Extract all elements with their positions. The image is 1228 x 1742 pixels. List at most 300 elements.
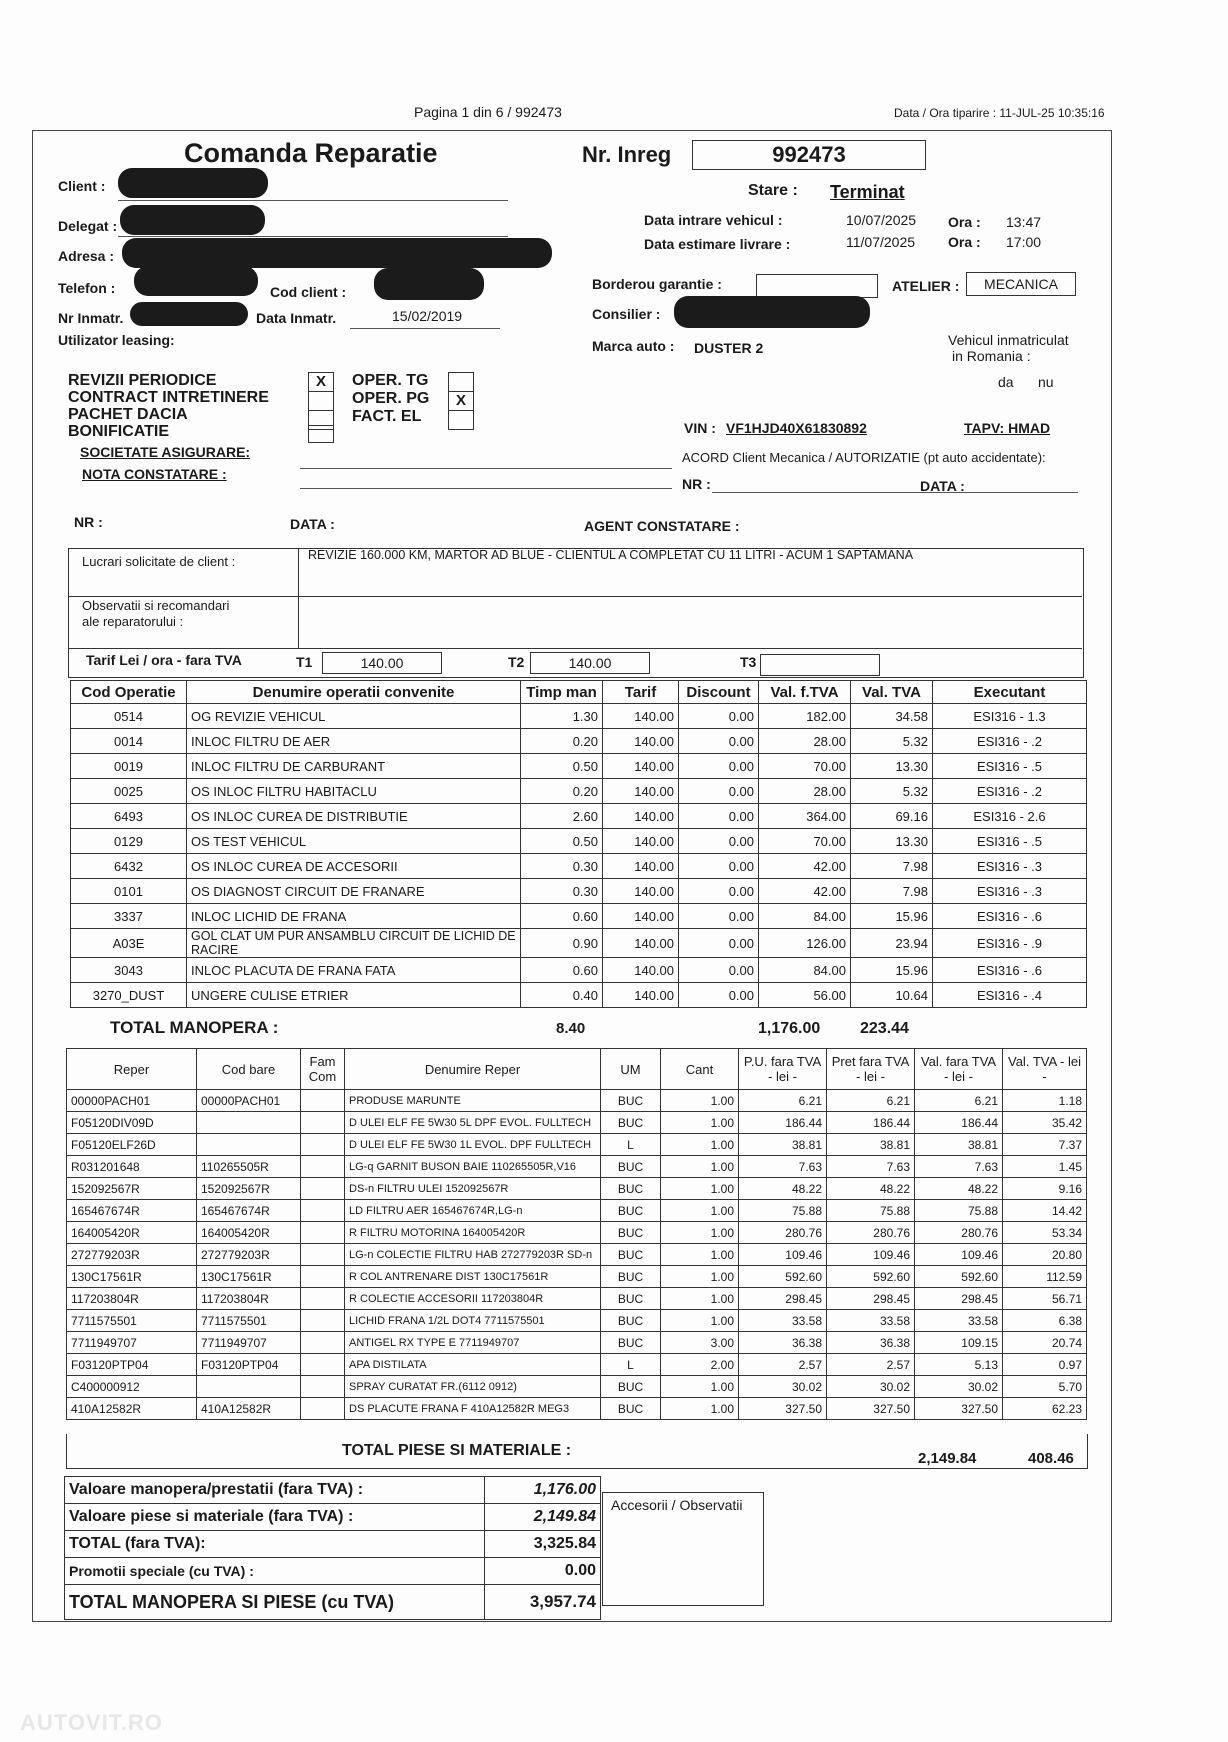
parts-header: UM <box>601 1049 661 1090</box>
atelier-value: MECANICA <box>984 276 1058 292</box>
summary-table <box>64 1476 601 1620</box>
ops-cell: OS DIAGNOST CIRCUIT DE FRANARE <box>187 879 521 904</box>
parts-cell: 30.02 <box>739 1376 827 1398</box>
consilier-label: Consilier : <box>592 306 661 322</box>
parts-cell: BUC <box>601 1178 661 1200</box>
parts-row <box>67 1112 1087 1134</box>
parts-cell: 298.45 <box>827 1288 915 1310</box>
societate-line <box>300 468 672 469</box>
ops-cell: 13.30 <box>851 754 933 779</box>
watermark: AUTOVIT.RO <box>20 1710 163 1735</box>
ops-cell: 0129 <box>71 829 187 854</box>
parts-cell: 53.34 <box>1003 1222 1087 1244</box>
parts-cell: 280.76 <box>739 1222 827 1244</box>
parts-cell: BUC <box>601 1090 661 1112</box>
parts-cell: 298.45 <box>739 1288 827 1310</box>
redacted-client <box>118 168 268 198</box>
bonificatie-checkbox[interactable] <box>308 425 334 443</box>
ops-header: Cod Operatie <box>71 681 187 704</box>
ops-cell: OS INLOC CUREA DE DISTRIBUTIE <box>187 804 521 829</box>
parts-header: Pret fara TVA - lei - <box>827 1049 915 1090</box>
parts-row <box>67 1266 1087 1288</box>
summary-row <box>65 1585 601 1620</box>
parts-cell: 1.00 <box>661 1266 739 1288</box>
ops-cell: 0.60 <box>521 904 603 929</box>
vehicul-inmatriculat-label: Vehicul inmatriculat <box>948 332 1069 348</box>
parts-cell: 38.81 <box>739 1134 827 1156</box>
ops-cell: 13.30 <box>851 829 933 854</box>
summary-label: Promotii speciale (cu TVA) : <box>65 1558 485 1585</box>
ops-row <box>71 854 1087 879</box>
parts-cell: 280.76 <box>915 1222 1003 1244</box>
parts-cell: 165467674R <box>67 1200 197 1222</box>
parts-cell: 592.60 <box>739 1266 827 1288</box>
ora-intrare-label: Ora : <box>948 214 981 230</box>
redacted-delegat <box>120 205 265 235</box>
ops-cell: 0.00 <box>679 854 759 879</box>
parts-cell: 109.46 <box>915 1244 1003 1266</box>
parts-cell: 1.00 <box>661 1134 739 1156</box>
revizii-checkbox[interactable]: X <box>308 372 334 392</box>
parts-cell: 36.38 <box>827 1332 915 1354</box>
acord-label: ACORD Client Mecanica / AUTORIZATIE (pt auto accidentate): <box>682 450 1046 465</box>
ops-cell: 140.00 <box>603 779 679 804</box>
summary-label: Valoare manopera/prestatii (fara TVA) : <box>65 1477 485 1504</box>
parts-cell: R FILTRU MOTORINA 164005420R <box>345 1222 601 1244</box>
ops-cell: 15.96 <box>851 904 933 929</box>
t1-box <box>322 652 442 674</box>
parts-cell: LD FILTRU AER 165467674R,LG-n <box>345 1200 601 1222</box>
contract-label: CONTRACT INTRETINERE <box>68 389 269 406</box>
ops-cell: ESI316 - .2 <box>933 729 1087 754</box>
acord-line <box>712 492 1078 493</box>
ops-cell: ESI316 - .4 <box>933 983 1087 1008</box>
nr-label: NR : <box>74 514 103 530</box>
parts-cell: 14.42 <box>1003 1200 1087 1222</box>
ops-cell: 42.00 <box>759 879 851 904</box>
data-estimare-value: 11/07/2025 <box>846 234 916 250</box>
parts-cell: 130C17561R <box>197 1266 301 1288</box>
ops-cell: 28.00 <box>759 729 851 754</box>
parts-cell: 6.21 <box>827 1090 915 1112</box>
ops-header: Val. TVA <box>851 681 933 704</box>
parts-cell: 1.00 <box>661 1398 739 1420</box>
vin-value: VF1HJD40X61830892 <box>726 420 867 436</box>
ops-cell: 2.60 <box>521 804 603 829</box>
parts-cell: 280.76 <box>827 1222 915 1244</box>
nr-inreg-value: 992473 <box>772 142 846 167</box>
ops-cell: 364.00 <box>759 804 851 829</box>
parts-cell: 00000PACH01 <box>67 1090 197 1112</box>
ops-cell: 70.00 <box>759 829 851 854</box>
parts-cell: BUC <box>601 1398 661 1420</box>
parts-cell: 7711575501 <box>197 1310 301 1332</box>
parts-cell: 1.00 <box>661 1200 739 1222</box>
da-option: da <box>998 374 1014 390</box>
parts-cell <box>301 1332 345 1354</box>
ops-cell: 0.00 <box>679 958 759 983</box>
parts-cell: 112.59 <box>1003 1266 1087 1288</box>
parts-header: P.U. fara TVA - lei - <box>739 1049 827 1090</box>
summary-label: TOTAL (fara TVA): <box>65 1531 485 1558</box>
parts-table <box>66 1048 1087 1420</box>
parts-row <box>67 1222 1087 1244</box>
ops-cell: ESI316 - .2 <box>933 779 1087 804</box>
parts-cell: BUC <box>601 1222 661 1244</box>
cod-client-label: Cod client : <box>270 284 347 300</box>
parts-cell <box>301 1354 345 1376</box>
ops-cell: 3270_DUST <box>71 983 187 1008</box>
ops-cell: ESI316 - .9 <box>933 929 1087 958</box>
ops-cell: 140.00 <box>603 804 679 829</box>
parts-cell: 410A12582R <box>197 1398 301 1420</box>
parts-cell: BUC <box>601 1112 661 1134</box>
ops-cell: 56.00 <box>759 983 851 1008</box>
parts-cell: F05120ELF26D <box>67 1134 197 1156</box>
ops-cell: ESI316 - .5 <box>933 754 1087 779</box>
ops-header: Denumire operatii convenite <box>187 681 521 704</box>
parts-cell <box>301 1266 345 1288</box>
ops-cell: 0019 <box>71 754 187 779</box>
parts-cell: 1.00 <box>661 1310 739 1332</box>
lucrari-text: REVIZIE 160.000 KM, MARTOR AD BLUE - CLIENTUL A COMPLETAT CU 11 LITRI - ACUM 1 SAPTAMANA <box>308 548 914 562</box>
parts-cell: 186.44 <box>915 1112 1003 1134</box>
ops-cell: 0.00 <box>679 754 759 779</box>
ops-cell: 0.20 <box>521 729 603 754</box>
parts-cell: 3.00 <box>661 1332 739 1354</box>
fact-el-checkbox[interactable] <box>448 410 474 430</box>
parts-cell <box>197 1112 301 1134</box>
ops-row <box>71 958 1087 983</box>
parts-cell: L <box>601 1354 661 1376</box>
ops-cell: 126.00 <box>759 929 851 958</box>
parts-row <box>67 1156 1087 1178</box>
agent-label: AGENT CONSTATARE : <box>584 518 740 534</box>
parts-row <box>67 1090 1087 1112</box>
adresa-label: Adresa : <box>58 248 115 264</box>
parts-cell: SPRAY CURATAT FR.(6112 0912) <box>345 1376 601 1398</box>
data-inmatr-value: 15/02/2019 <box>392 308 463 324</box>
marca-auto-value: DUSTER 2 <box>694 340 764 356</box>
summary-row <box>65 1504 601 1531</box>
ops-cell: 84.00 <box>759 958 851 983</box>
total-manopera-label: TOTAL MANOPERA : <box>110 1018 279 1037</box>
parts-cell: 1.00 <box>661 1156 739 1178</box>
redacted-telefon <box>134 266 258 296</box>
ops-row <box>71 779 1087 804</box>
ops-row <box>71 879 1087 904</box>
nota-line <box>300 488 672 489</box>
parts-cell: LICHID FRANA 1/2L DOT4 7711575501 <box>345 1310 601 1332</box>
ops-row <box>71 704 1087 729</box>
nr-inreg-label: Nr. Inreg <box>582 142 672 167</box>
ops-cell: 140.00 <box>603 754 679 779</box>
parts-cell: 56.71 <box>1003 1288 1087 1310</box>
parts-row <box>67 1200 1087 1222</box>
tarif-label: Tarif Lei / ora - fara TVA <box>86 652 242 668</box>
parts-cell <box>197 1376 301 1398</box>
parts-header: Cant <box>661 1049 739 1090</box>
parts-cell: ANTIGEL RX TYPE E 7711949707 <box>345 1332 601 1354</box>
ops-cell: 0.00 <box>679 929 759 958</box>
acord-nr-label: NR : <box>682 476 711 492</box>
parts-cell: 1.00 <box>661 1090 739 1112</box>
parts-cell: DS PLACUTE FRANA F 410A12582R MEG3 <box>345 1398 601 1420</box>
parts-cell: BUC <box>601 1200 661 1222</box>
parts-row <box>67 1376 1087 1398</box>
ops-cell: 0.50 <box>521 829 603 854</box>
telefon-label: Telefon : <box>58 280 116 296</box>
parts-cell: 592.60 <box>827 1266 915 1288</box>
total-manopera-timp: 8.40 <box>556 1020 586 1037</box>
parts-cell: BUC <box>601 1376 661 1398</box>
vin-label: VIN : <box>684 420 716 436</box>
parts-cell: 592.60 <box>915 1266 1003 1288</box>
ops-cell: 140.00 <box>603 729 679 754</box>
document-title: Comanda Reparatie <box>184 138 438 168</box>
ops-cell: 5.32 <box>851 779 933 804</box>
ora-intrare-value: 13:47 <box>1006 214 1042 230</box>
ops-cell: 5.32 <box>851 729 933 754</box>
redacted-nr-inmatr <box>130 302 248 326</box>
redacted-consilier <box>674 296 870 328</box>
ops-cell: 0.00 <box>679 779 759 804</box>
stare-value: Terminat <box>830 182 905 202</box>
t2-value: 140.00 <box>568 655 612 671</box>
parts-cell: C400000912 <box>67 1376 197 1398</box>
parts-cell: 38.81 <box>915 1134 1003 1156</box>
parts-cell: 30.02 <box>827 1376 915 1398</box>
nr-inreg-box <box>692 140 926 170</box>
parts-cell: 152092567R <box>67 1178 197 1200</box>
parts-cell: DS-n FILTRU ULEI 152092567R <box>345 1178 601 1200</box>
parts-header: Val. fara TVA - lei - <box>915 1049 1003 1090</box>
parts-cell: 117203804R <box>67 1288 197 1310</box>
bonificatie-label: BONIFICATIE <box>68 423 170 440</box>
parts-cell: 298.45 <box>915 1288 1003 1310</box>
oper-tg-label: OPER. TG <box>352 372 429 389</box>
parts-header: Reper <box>67 1049 197 1090</box>
ops-cell: 10.64 <box>851 983 933 1008</box>
ops-header: Executant <box>933 681 1087 704</box>
oper-tg-checkbox[interactable] <box>448 372 474 392</box>
parts-row <box>67 1398 1087 1420</box>
parts-cell: BUC <box>601 1244 661 1266</box>
fact-el-label: FACT. EL <box>352 408 422 425</box>
ops-cell: 140.00 <box>603 929 679 958</box>
observatii-label-2: ale reparatorului : <box>82 614 184 629</box>
parts-row <box>67 1178 1087 1200</box>
parts-cell <box>301 1156 345 1178</box>
parts-cell: 7.63 <box>739 1156 827 1178</box>
borderou-label: Borderou garantie : <box>592 276 722 292</box>
parts-cell: 272779203R <box>197 1244 301 1266</box>
nu-option: nu <box>1038 374 1054 390</box>
parts-cell: D ULEI ELF FE 5W30 5L DPF EVOL. FULLTECH <box>345 1112 601 1134</box>
parts-cell: 117203804R <box>197 1288 301 1310</box>
parts-cell <box>301 1200 345 1222</box>
ops-cell: 140.00 <box>603 704 679 729</box>
parts-cell: F03120PTP04 <box>197 1354 301 1376</box>
total-manopera-val: 1,176.00 <box>758 1020 821 1037</box>
in-romania-label: in Romania : <box>952 348 1031 364</box>
parts-header: Val. TVA - lei - <box>1003 1049 1087 1090</box>
parts-cell: PRODUSE MARUNTE <box>345 1090 601 1112</box>
ops-header: Timp man <box>521 681 603 704</box>
parts-cell: 48.22 <box>915 1178 1003 1200</box>
oper-pg-checkbox[interactable]: X <box>448 391 474 411</box>
parts-cell: 5.70 <box>1003 1376 1087 1398</box>
marca-auto-label: Marca auto : <box>592 338 675 354</box>
redacted-cod-client <box>374 268 484 300</box>
parts-cell: L <box>601 1134 661 1156</box>
tapv-value: TAPV: HMAD <box>964 420 1051 436</box>
ops-cell: UNGERE CULISE ETRIER <box>187 983 521 1008</box>
parts-cell: 1.00 <box>661 1112 739 1134</box>
summary-row <box>65 1531 601 1558</box>
parts-cell: 20.74 <box>1003 1332 1087 1354</box>
accesorii-box <box>602 1492 764 1606</box>
delegat-label: Delegat : <box>58 218 118 234</box>
t3-box <box>760 654 880 676</box>
parts-cell: 1.45 <box>1003 1156 1087 1178</box>
ops-cell: 0.00 <box>679 829 759 854</box>
parts-cell: 186.44 <box>739 1112 827 1134</box>
ops-cell: 7.98 <box>851 879 933 904</box>
parts-header: Cod bare <box>197 1049 301 1090</box>
parts-row <box>67 1332 1087 1354</box>
parts-cell <box>301 1310 345 1332</box>
parts-cell: 48.22 <box>739 1178 827 1200</box>
t1-value: 140.00 <box>360 655 404 671</box>
summary-value: 0.00 <box>485 1558 601 1585</box>
delegat-line <box>118 236 508 237</box>
summary-row <box>65 1558 601 1585</box>
parts-cell: 164005420R <box>197 1222 301 1244</box>
acord-data-label: DATA : <box>920 478 965 494</box>
lucrari-label: Lucrari solicitate de client : <box>82 554 236 569</box>
ops-cell: 0514 <box>71 704 187 729</box>
ops-cell: 182.00 <box>759 704 851 729</box>
ops-cell: 69.16 <box>851 804 933 829</box>
ops-cell: 3337 <box>71 904 187 929</box>
parts-cell: LG-n COLECTIE FILTRU HAB 272779203R SD-n <box>345 1244 601 1266</box>
total-manopera-tva: 223.44 <box>860 1020 909 1037</box>
parts-cell: LG-q GARNIT BUSON BAIE 110265505R,V16 <box>345 1156 601 1178</box>
ops-header: Val. f.TVA <box>759 681 851 704</box>
parts-cell <box>301 1112 345 1134</box>
ops-row <box>71 804 1087 829</box>
ops-cell: 0.00 <box>679 804 759 829</box>
parts-cell: APA DISTILATA <box>345 1354 601 1376</box>
societate-label: SOCIETATE ASIGURARE: <box>80 444 251 460</box>
parts-cell: 152092567R <box>197 1178 301 1200</box>
ops-row <box>71 983 1087 1008</box>
parts-cell: 20.80 <box>1003 1244 1087 1266</box>
parts-cell: 165467674R <box>197 1200 301 1222</box>
parts-cell: 1.00 <box>661 1288 739 1310</box>
parts-cell: 6.38 <box>1003 1310 1087 1332</box>
total-piese-label: TOTAL PIESE SI MATERIALE : <box>342 1442 572 1459</box>
ops-cell: 0.00 <box>679 879 759 904</box>
page-number: Pagina 1 din 6 / 992473 <box>414 104 562 120</box>
ops-cell: ESI316 - .3 <box>933 854 1087 879</box>
ops-cell: 140.00 <box>603 829 679 854</box>
ops-cell: ESI316 - 2.6 <box>933 804 1087 829</box>
parts-cell: 186.44 <box>827 1112 915 1134</box>
t1-label: T1 <box>296 654 313 670</box>
parts-cell: R COLECTIE ACCESORII 117203804R <box>345 1288 601 1310</box>
ops-cell: 1.30 <box>521 704 603 729</box>
parts-row <box>67 1354 1087 1376</box>
parts-cell <box>301 1178 345 1200</box>
client-line <box>118 200 508 201</box>
parts-cell <box>301 1376 345 1398</box>
parts-cell: R031201648 <box>67 1156 197 1178</box>
summary-value: 2,149.84 <box>485 1504 601 1531</box>
parts-cell: 6.21 <box>739 1090 827 1112</box>
ops-cell: INLOC FILTRU DE AER <box>187 729 521 754</box>
t2-label: T2 <box>508 654 525 670</box>
ops-cell: 6493 <box>71 804 187 829</box>
parts-cell: 1.00 <box>661 1178 739 1200</box>
ops-cell: 0014 <box>71 729 187 754</box>
parts-cell: 2.00 <box>661 1354 739 1376</box>
parts-cell: 7711949707 <box>67 1332 197 1354</box>
parts-cell: 327.50 <box>915 1398 1003 1420</box>
ops-row <box>71 829 1087 854</box>
ops-cell: INLOC FILTRU DE CARBURANT <box>187 754 521 779</box>
parts-cell: 00000PACH01 <box>197 1090 301 1112</box>
parts-cell: R COL ANTRENARE DIST 130C17561R <box>345 1266 601 1288</box>
ops-cell: 0025 <box>71 779 187 804</box>
parts-cell: 164005420R <box>67 1222 197 1244</box>
ops-cell: 0.60 <box>521 958 603 983</box>
ops-cell: 0.00 <box>679 704 759 729</box>
parts-cell: 1.00 <box>661 1244 739 1266</box>
ops-cell: 28.00 <box>759 779 851 804</box>
contract-checkbox[interactable] <box>308 391 334 411</box>
parts-header: Denumire Reper <box>345 1049 601 1090</box>
summary-value: 3,325.84 <box>485 1531 601 1558</box>
parts-cell <box>301 1244 345 1266</box>
ops-cell: 3043 <box>71 958 187 983</box>
parts-cell: F05120DIV09D <box>67 1112 197 1134</box>
ops-cell: OS INLOC CUREA DE ACCESORII <box>187 854 521 879</box>
ops-row <box>71 754 1087 779</box>
ops-cell: 0101 <box>71 879 187 904</box>
stare-label: Stare : <box>748 182 798 199</box>
oper-pg-label: OPER. PG <box>352 390 430 407</box>
summary-value: 3,957.74 <box>485 1585 601 1620</box>
borderou-box <box>756 274 878 298</box>
summary-value: 1,176.00 <box>485 1477 601 1504</box>
parts-cell: 1.18 <box>1003 1090 1087 1112</box>
ops-cell: 34.58 <box>851 704 933 729</box>
summary-label: Valoare piese si materiale (fara TVA) : <box>65 1504 485 1531</box>
ops-cell: INLOC PLACUTA DE FRANA FATA <box>187 958 521 983</box>
ops-cell: 0.30 <box>521 854 603 879</box>
redacted-adresa <box>122 238 552 268</box>
ops-cell: 0.30 <box>521 879 603 904</box>
parts-cell <box>301 1398 345 1420</box>
ops-cell: GOL CLAT UM PUR ANSAMBLU CIRCUIT DE LICHID DE RACIRE <box>187 929 521 958</box>
parts-row <box>67 1310 1087 1332</box>
ora-estimare-label: Ora : <box>948 234 981 250</box>
parts-cell: 2.57 <box>827 1354 915 1376</box>
accesorii-label: Accesorii / Observatii <box>611 1497 743 1513</box>
parts-cell: 272779203R <box>67 1244 197 1266</box>
